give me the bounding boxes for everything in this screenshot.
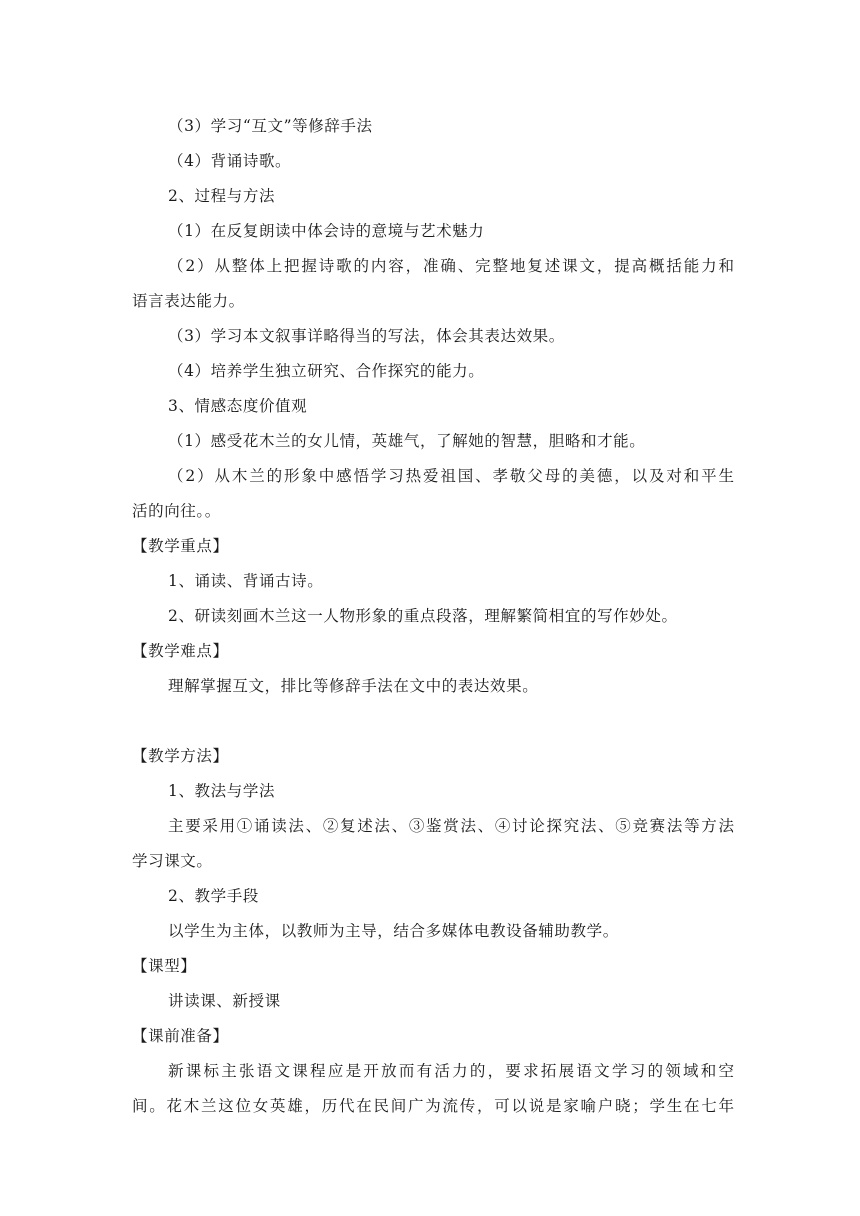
methods-text-continued: 学习课文。 xyxy=(132,852,213,870)
process-item-1: （1）在反复朗读中体会诗的意境与艺术魅力 xyxy=(168,222,485,240)
section-heading-emotion-values: 3、情感态度价值观 xyxy=(168,397,308,415)
heading-lesson-type: 【课型】 xyxy=(132,957,197,975)
process-item-4: （4）培养学生独立研究、合作探究的能力。 xyxy=(168,362,485,380)
section-heading-process-methods: 2、过程与方法 xyxy=(168,187,276,205)
process-item-2-continued: 语言表达能力。 xyxy=(132,292,245,310)
emotion-item-1: （1）感受花木兰的女儿情，英雄气，了解她的智慧，胆略和才能。 xyxy=(168,432,646,450)
preparation-text: 新课标主张语文课程应是开放而有活力的，要求拓展语文学习的领域和空 xyxy=(168,1062,734,1080)
heading-teaching-difficulty: 【教学难点】 xyxy=(132,642,229,660)
heading-preparation: 【课前准备】 xyxy=(132,1027,229,1045)
methods-subheading-1: 1、教法与学法 xyxy=(168,782,276,800)
process-item-3: （3）学习本文叙事详略得当的写法，体会其表达效果。 xyxy=(168,327,565,345)
lesson-type-text: 讲读课、新授课 xyxy=(168,992,281,1010)
methods-subheading-2: 2、教学手段 xyxy=(168,887,259,905)
difficulty-text: 理解掌握互文，排比等修辞手法在文中的表达效果。 xyxy=(168,677,539,695)
heading-teaching-methods: 【教学方法】 xyxy=(132,747,229,765)
objective-item-4: （4）背诵诗歌。 xyxy=(168,152,292,170)
methods-text: 主要采用①诵读法、②复述法、③鉴赏法、④讨论探究法、⑤竞赛法等方法 xyxy=(168,817,734,835)
process-item-2: （2）从整体上把握诗歌的内容，准确、完整地复述课文，提高概括能力和 xyxy=(168,257,734,275)
objective-item-3: （3）学习“互文”等修辞手法 xyxy=(168,117,373,135)
preparation-text-continued: 间。花木兰这位女英雄，历代在民间广为流传，可以说是家喻户晓；学生在七年 xyxy=(132,1097,734,1115)
emotion-item-2: （2）从木兰的形象中感悟学习热爱祖国、孝敬父母的美德，以及对和平生 xyxy=(168,467,734,485)
emotion-item-2-continued: 活的向往。。 xyxy=(132,502,221,520)
focus-item-1: 1、诵读、背诵古诗。 xyxy=(168,572,324,590)
heading-teaching-focus: 【教学重点】 xyxy=(132,537,229,555)
focus-item-2: 2、研读刻画木兰这一人物形象的重点段落，理解繁简相宜的写作妙处。 xyxy=(168,607,678,625)
means-text: 以学生为主体，以教师为主导，结合多媒体电教设备辅助教学。 xyxy=(168,922,619,940)
